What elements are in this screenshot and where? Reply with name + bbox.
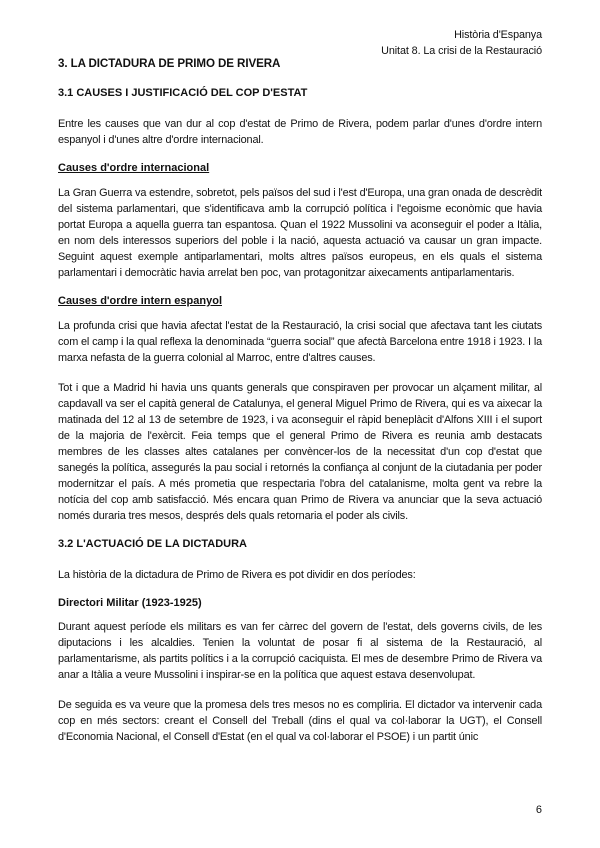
running-header	[381, 27, 542, 59]
subsection-title-causes: 3.1 CAUSES I JUSTIFICACIÓ DEL COP D'ESTAT	[58, 87, 308, 99]
paragraph-dictatorship-intro: La història de la dictadura de Primo de Rivera es pot dividir en dos períodes:	[58, 569, 416, 581]
section-title: 3. LA DICTADURA DE PRIMO DE RIVERA	[58, 57, 281, 70]
paragraph-military-directory-1: Durant aquest període els militars es van fer càrrec del govern de l'estat, dels governs civils, de les diputacions i les alcaldies. Tenien la voluntat de posar fi al sistema de la Restauració, al parlamentarisme, als partits polítics i a la corrupció caciquista. El mes de desembre Primo de Rivera va anar a Itàlia a veure Mussolini i inspirar-se en la política que aquest estava desenvolupat.	[58, 621, 542, 681]
paragraph-internal-causes-1: La profunda crisi que havia afectat l'estat de la Restauració, la crisi social que afectava tant les ciutats com el camp i la qual reflexa la denominada “guerra social” que afectà Barcelona entre 1918 i 1923. I la marxa nefasta de la guerra colonial al Marroc, entre d'altres causes.	[58, 320, 542, 364]
document-body	[58, 57, 542, 759]
paragraph-military-directory-2: De seguida es va veure que la promesa dels tres mesos no es compliria. El dictador va intervenir cada cop en més sectors: creant el Consell del Treball (dins el qual va col·laborar la UGT), el Consell d'Economia Nacional, el Consell d'Estat (en el qual va col·laborar el PSOE) i un partit únic	[58, 699, 542, 743]
heading-international-causes: Causes d'ordre internacional	[58, 162, 210, 174]
heading-military-directory: Directori Militar (1923-1925)	[58, 597, 202, 609]
header-unit: Unitat 8. La crisi de la Restauració	[381, 45, 542, 57]
heading-internal-causes: Causes d'ordre intern espanyol	[58, 295, 222, 307]
page-number: 6	[535, 804, 542, 816]
paragraph-internal-causes-2: Tot i que a Madrid hi havia uns quants generals que conspiraven per provocar un alçament militar, al capdavall va ser el capità general de Catalunya, el general Miguel Primo de Rivera, qui es va aixecar la matinada del 12 al 13 de setembre de 1923, i va aconseguir el ràpid beneplàcit d'Alfons XIII i el suport de la majoria de l'exèrcit. Feia temps que el general Primo de Rivera es reunia amb destacats membres de les classes altes catalanes per convèncer-los de la necessitat d'un cop d'estat que sanegés la política, assegurés la pau social i retornés la confiança al conjunt de la ciutadania per poder modernitzar el país. A més prometia que respectaria l'obra del catalanisme, molta gent va rebre la notícia del cop amb satisfacció. Més encara quan Primo de Rivera va anunciar que la seva actuació només duraria tres mesos, després dels quals retornaria el poder als civils.	[58, 382, 542, 522]
subsection-title-dictatorship: 3.2 L'ACTUACIÓ DE LA DICTADURA	[58, 538, 248, 550]
header-subject: Història d'Espanya	[454, 29, 542, 41]
paragraph-international-causes: La Gran Guerra va estendre, sobretot, pels països del sud i l'est d'Europa, una gran onada de descrèdit del sistema parlamentari, que s'identificava amb la corrupció política i l'egoisme econòmic que havia portat Europa a aquella guerra tan espantosa. Quan el 1922 Mussolini va aconseguir el poder a Itàlia, en nom dels interessos superiors del poble i la nació, aquesta actuació va causar un gran impacte. Seguint aquest exemple antiparlamentari, molts altres països europeus, en els quals el sistema parlamentari i democràtic havia arrelat ben poc, van protagonitzar aixecaments antiparlamentaris.	[58, 187, 542, 279]
paragraph-causes-intro: Entre les causes que van dur al cop d'estat de Primo de Rivera, podem parlar d'unes d'ordre intern espanyol i d'unes altre d'ordre internacional.	[58, 118, 542, 146]
